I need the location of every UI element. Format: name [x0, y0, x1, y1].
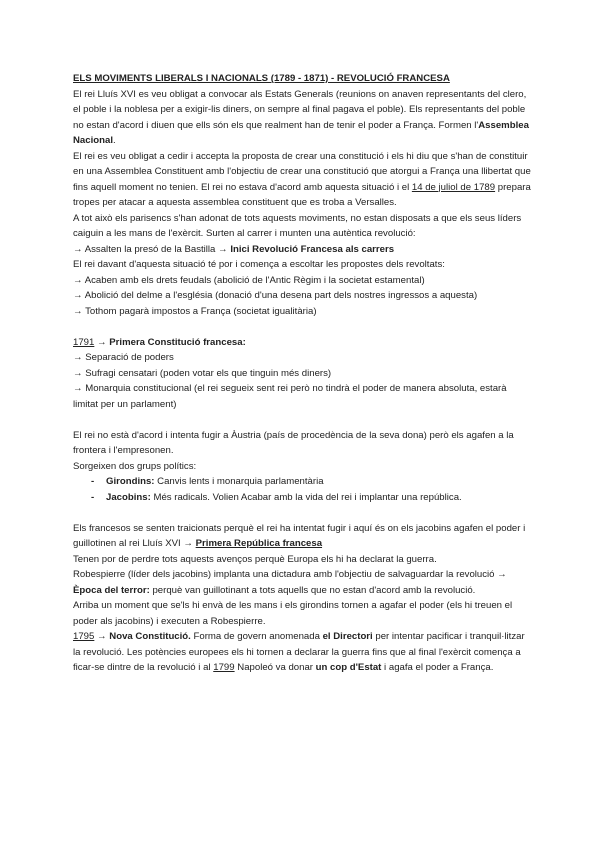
paragraph-end: . — [113, 135, 116, 146]
reform-item: → Acaben amb els drets feudals (abolició de l'Antic Règim i la societat estamental) — [73, 274, 425, 286]
paragraph-parisencs: A tot això els parisencs s'han adonat de tots aquests moviments, no estan disposats a que els seus líders caiguin a les mans de l'exèrcit. Surten al carrer i munten una autèntica revolució: — [73, 212, 522, 239]
bastilla-text: → Assalten la presó de la Bastilla → — [73, 243, 231, 255]
reform-item: → Tothom pagarà impostos a França (societat igualitària) — [73, 305, 317, 317]
group-name-jacobins: Jacobins: — [106, 491, 151, 503]
arrow: → — [94, 336, 110, 348]
constitution-1791-heading — [73, 335, 533, 351]
bastilla-line — [73, 242, 533, 258]
paragraph-terror — [73, 567, 533, 598]
spacer — [73, 319, 533, 335]
primera-republica-term: Primera República francesa — [195, 538, 323, 549]
primera-constitucio-term: Primera Constitució francesa: — [109, 336, 246, 348]
paragraph-text: per intentar pacificar i tranquil·litzar la revolució. Les potències europees els hi tornen a declarar la guerra fins que al final l'exèrcit comença a ficar-se dintre de la revolució i al — [73, 631, 525, 673]
year-1799: 1799 — [213, 662, 235, 673]
paragraph-text: El rei Lluís XVI es veu obligat a convocar als Estats Generals (reunions on anaven representants del clero, el poble i la noblesa per a exigir-lis diners, on sempre al final pagava el poble). Els representants del poble no estan d'acord i diuen que ells són els que realment han de tenir el poder a França. Formen l' — [73, 88, 527, 131]
constitution-item: → Monarquia constitucional (el rei segueix sent rei però no tindrà el poder de manera absoluta, estarà limitat per un parlament) — [73, 383, 507, 410]
paragraph-text: El rei es veu obligat a cedir i accepta la proposta de crear una constitució i els hi diu que s'han de constituir en una Assemblea Constituent amb l'objectiu de crear una constitució que atorgui a França una llibertat que fins aquell moment no tenien. El rei no estava d'acord amb aquesta situació i el — [73, 150, 531, 193]
political-groups-list — [73, 474, 533, 505]
reform-item: → Abolició del delme a l'església (donació d'una desena part dels nostres ingressos a aquesta) — [73, 290, 478, 301]
nova-constitucio-term: Nova Constitució. — [109, 631, 191, 642]
paragraph-text: prepara tropes per atacar a aquesta assemblea constituent que es troba a Versalles. — [73, 181, 531, 208]
constitution-item: → Sufragi censatari (poden votar els que tinguin més diners) — [73, 367, 332, 379]
group-desc: Més radicals. Volien Acabar amb la vida del rei i implantar una república. — [150, 491, 462, 503]
list-item — [73, 474, 533, 490]
paragraph-text: Napoleó va donar — [234, 662, 316, 673]
paragraph-text: Forma de govern anomenada — [190, 631, 323, 642]
spacer — [73, 412, 533, 428]
constitution-item: → Separació de poders — [73, 352, 174, 363]
paragraph-republica — [73, 521, 533, 552]
paragraph-text: Robespierre (líder dels jacobins) implanta una dictadura amb l'objectiu de salvaguardar la revolució → — [73, 569, 507, 580]
cop-estat-term: un cop d'Estat — [315, 662, 382, 673]
paragraph-fugida: El rei no està d'acord i intenta fugir a Àustria (país de procedència de la seva dona) però els agafen a la frontera i l'empresonen. — [73, 429, 514, 456]
year-1795: 1795 — [73, 631, 95, 642]
list-item — [73, 490, 533, 506]
document-title: ELS MOVIMENTS LIBERALS I NACIONALS (1789 - 1871) - REVOLUCIÓ FRANCESA — [73, 73, 450, 84]
group-name-girondins: Girondins: — [106, 476, 155, 487]
date-14-juliol-1789: 14 de juliol de 1789 — [411, 181, 496, 193]
paragraph-end: i agafa el poder a França. — [381, 662, 494, 673]
document-page — [73, 71, 533, 676]
arrow: → — [94, 631, 110, 642]
paragraph-assemblea-constituent — [73, 149, 533, 211]
paragraph-text: Els francesos se senten traicionats perquè el rei ha intentat fugir i aquí és on els jacobins agafen el poder i guillotinen al rei Lluís XVI → — [73, 522, 526, 549]
directori-term: el Directori — [322, 631, 373, 642]
paragraph-end: perquè van guillotinant a tots aquells que no estan d'acord amb la revolució. — [149, 584, 476, 596]
paragraph-guerra: Tenen por de perdre tots aquests avenços perquè Europa els hi ha declarat la guerra. — [73, 553, 437, 565]
spacer — [73, 505, 533, 521]
group-desc: Canvis lents i monarquia parlamentària — [154, 476, 324, 487]
paragraph-rei-por: El rei davant d'aquesta situació té por i comença a escoltar les propostes dels revoltats: — [73, 259, 445, 270]
paragraph-directori — [73, 629, 533, 676]
paragraph-estats-generals — [73, 87, 533, 149]
inici-revolucio-term: Inici Revolució Francesa als carrers — [230, 243, 395, 255]
epoca-terror-term: Època del terror: — [73, 584, 150, 596]
assemblea-nacional-term: Assemblea Nacional — [73, 119, 529, 146]
year-1791: 1791 — [73, 336, 95, 348]
paragraph-robespierre: Arriba un moment que se'ls hi envà de les mans i els girondins tornen a agafar el poder (els hi treuen el poder als jacobins) i executen a Robespierre. — [73, 600, 513, 627]
paragraph-grups: Sorgeixen dos grups polítics: — [73, 460, 197, 472]
